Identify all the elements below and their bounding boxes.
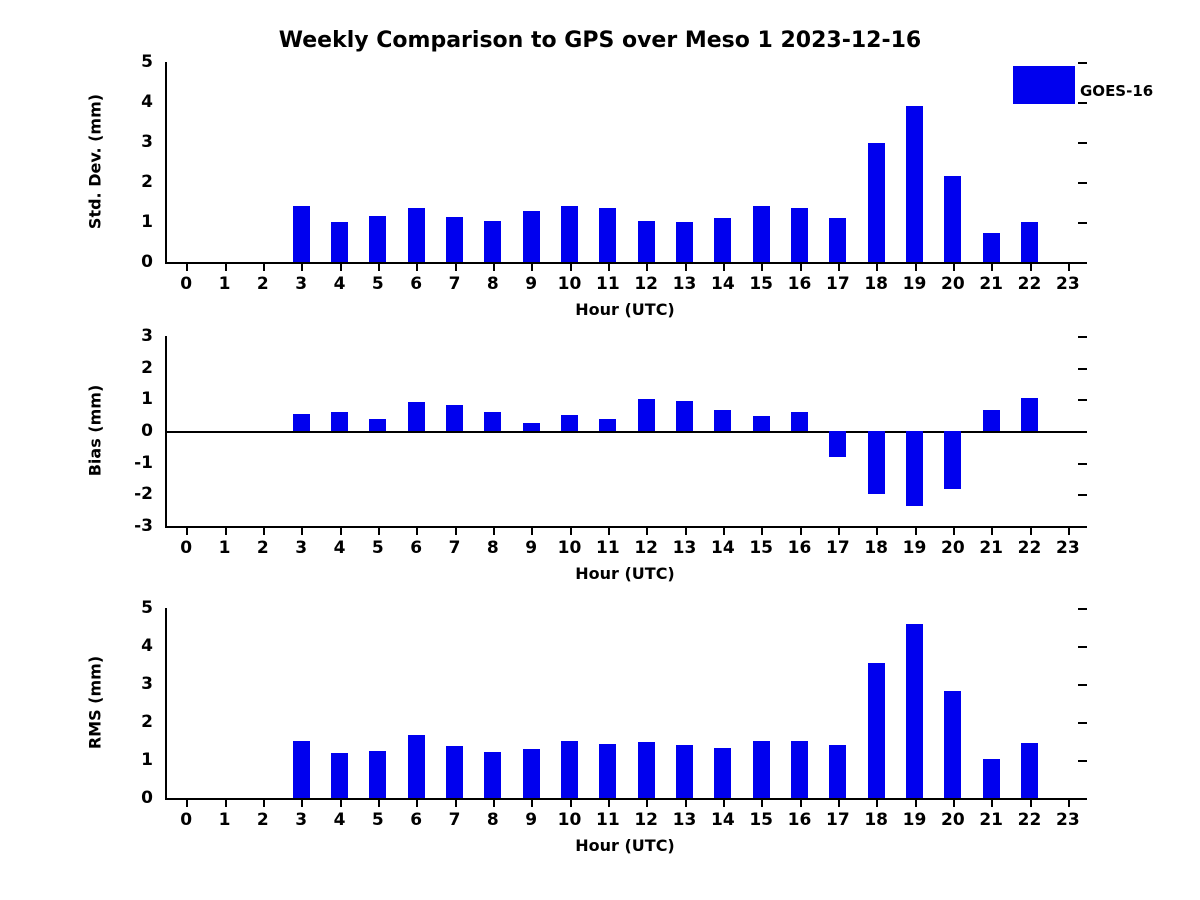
bar (446, 405, 463, 431)
bar (293, 206, 310, 262)
plot-area-rms (141, 598, 1087, 830)
x-axis-tick-label: 7 (448, 274, 461, 294)
x-axis-label-std-dev: Hour (UTC) (575, 300, 675, 319)
y-axis-tick (1078, 684, 1087, 686)
x-axis-tick (953, 526, 955, 535)
x-axis-tick-label: 14 (710, 538, 735, 558)
x-axis-tick (455, 798, 457, 807)
legend-swatch-goes16 (1013, 66, 1075, 104)
bar (561, 206, 578, 262)
x-axis-tick (838, 526, 840, 535)
x-axis-tick (915, 262, 917, 271)
x-axis-tick (915, 526, 917, 535)
x-axis-tick-label: 21 (979, 538, 1003, 558)
x-axis-tick (301, 798, 303, 807)
x-axis-tick (340, 798, 342, 807)
x-axis-tick (876, 798, 878, 807)
x-axis-tick (186, 798, 188, 807)
x-axis-tick (838, 798, 840, 807)
y-axis-tick (1078, 262, 1087, 264)
bar (599, 419, 616, 431)
x-axis-tick-label: 6 (410, 274, 423, 294)
x-axis-tick (915, 798, 917, 807)
x-axis-tick-label: 10 (557, 274, 582, 294)
x-axis-tick-label: 1 (218, 810, 231, 830)
bar (408, 402, 425, 431)
bar (484, 752, 501, 798)
bar (369, 419, 386, 431)
x-axis-tick-label: 8 (486, 538, 499, 558)
x-axis-tick-label: 9 (525, 810, 538, 830)
bar (369, 216, 386, 262)
x-axis-tick (493, 262, 495, 271)
bar (369, 751, 386, 798)
page-title: Weekly Comparison to GPS over Meso 1 2023-12-16 (278, 28, 922, 53)
y-axis-tick-label: -3 (134, 516, 153, 536)
bar (1021, 743, 1038, 798)
x-axis-tick (761, 262, 763, 271)
x-axis-tick-label: 5 (371, 274, 384, 294)
bar (408, 735, 425, 798)
x-axis-tick (723, 262, 725, 271)
x-axis-tick (416, 262, 418, 271)
x-axis-tick-label: 8 (486, 274, 499, 294)
x-axis-tick (1030, 262, 1032, 271)
bar (906, 431, 923, 506)
x-axis-tick (455, 526, 457, 535)
x-axis-tick-label: 5 (371, 538, 384, 558)
x-axis-tick (301, 262, 303, 271)
x-axis-tick (991, 262, 993, 271)
x-axis-tick (723, 526, 725, 535)
x-axis-tick-label: 13 (672, 274, 697, 294)
x-axis-tick-label: 18 (864, 274, 888, 294)
x-axis-tick-label: 9 (525, 274, 538, 294)
x-axis-tick-label: 19 (902, 538, 927, 558)
bar (714, 410, 731, 431)
y-axis-tick (1078, 646, 1087, 648)
bar (331, 753, 348, 798)
bar (638, 742, 655, 798)
x-axis-tick-label: 7 (448, 538, 461, 558)
x-axis-tick-label: 17 (825, 538, 850, 558)
x-axis-tick (646, 798, 648, 807)
x-axis-tick (531, 262, 533, 271)
x-axis-tick (876, 526, 878, 535)
bar (523, 211, 540, 262)
y-axis-tick (1078, 760, 1087, 762)
bar (791, 208, 808, 262)
x-axis-tick (455, 262, 457, 271)
x-axis-tick (876, 262, 878, 271)
y-axis-tick (1078, 494, 1087, 496)
bar (293, 414, 310, 431)
x-axis-tick-label: 11 (595, 538, 620, 558)
x-axis-tick-label: 23 (1055, 274, 1080, 294)
bar (791, 741, 808, 798)
x-axis-tick-label: 14 (710, 810, 735, 830)
y-axis-tick (1078, 399, 1087, 401)
bar (676, 745, 693, 798)
x-axis-tick (608, 262, 610, 271)
bar (1021, 222, 1038, 262)
x-axis-tick-label: 9 (525, 538, 538, 558)
x-axis-label-bias: Hour (UTC) (575, 564, 675, 583)
y-axis-tick-label: 1 (141, 750, 153, 770)
x-axis-tick (225, 526, 227, 535)
x-axis-tick-label: 23 (1055, 810, 1080, 830)
bar (446, 217, 463, 262)
x-axis-tick (378, 798, 380, 807)
x-axis-tick (570, 798, 572, 807)
bar (484, 221, 501, 262)
bar (753, 741, 770, 798)
x-axis-tick (800, 526, 802, 535)
y-axis-tick (1078, 722, 1087, 724)
x-axis-tick-label: 3 (295, 538, 308, 558)
x-axis-tick (416, 798, 418, 807)
bar (676, 401, 693, 431)
x-axis-tick (685, 262, 687, 271)
x-axis-tick (1068, 798, 1070, 807)
x-axis-tick (570, 526, 572, 535)
plot-area-std-dev (141, 52, 1087, 294)
y-axis-tick (1078, 62, 1087, 64)
x-axis-tick-label: 2 (256, 810, 269, 830)
x-axis-tick-label: 11 (595, 810, 620, 830)
bar (638, 221, 655, 262)
y-axis-tick (1078, 102, 1087, 104)
x-axis-tick-label: 4 (333, 810, 346, 830)
x-axis-tick-label: 20 (940, 538, 965, 558)
y-axis-tick-label: -2 (134, 484, 153, 505)
y-axis-tick (1078, 798, 1087, 800)
y-axis-tick (1078, 463, 1087, 465)
x-axis-tick (263, 262, 265, 271)
x-axis-tick (493, 526, 495, 535)
y-axis-tick-label: 1 (141, 212, 153, 232)
x-axis-tick (723, 798, 725, 807)
y-axis-tick-label: 0 (141, 788, 153, 808)
y-axis-tick (1078, 608, 1087, 610)
x-axis-tick (991, 798, 993, 807)
bar (484, 412, 501, 431)
y-axis-tick-label: 4 (141, 636, 153, 656)
y-axis-tick-label: 3 (141, 674, 153, 694)
x-axis-tick (225, 798, 227, 807)
bar (676, 222, 693, 262)
bar (523, 423, 540, 431)
plot-area-bias (134, 326, 1087, 558)
x-axis-tick (953, 798, 955, 807)
x-axis-tick (225, 262, 227, 271)
x-axis-tick-label: 12 (634, 538, 658, 558)
x-axis-tick-label: 10 (557, 810, 582, 830)
bar (599, 208, 616, 262)
y-axis-tick-label: 3 (141, 326, 153, 346)
bar (408, 208, 425, 262)
x-axis-tick-label: 11 (595, 274, 620, 294)
x-axis-tick (1030, 798, 1032, 807)
x-axis-tick-label: 12 (634, 274, 658, 294)
x-axis-tick-label: 14 (710, 274, 735, 294)
y-axis-tick-label: 3 (141, 132, 153, 152)
x-axis-tick-label: 8 (486, 810, 499, 830)
x-axis-label-rms: Hour (UTC) (575, 836, 675, 855)
bar (561, 741, 578, 798)
x-axis-tick (531, 526, 533, 535)
bar (944, 691, 961, 798)
x-axis-tick (646, 262, 648, 271)
bar (868, 143, 885, 262)
x-axis-tick-label: 18 (864, 810, 888, 830)
bar (753, 206, 770, 262)
bar (446, 746, 463, 798)
x-axis-tick-label: 22 (1017, 810, 1042, 830)
x-axis-tick (570, 262, 572, 271)
x-axis-tick-label: 16 (787, 274, 812, 294)
x-axis-tick (953, 262, 955, 271)
x-axis-tick-label: 17 (825, 810, 850, 830)
legend-label-goes16: GOES-16 (1080, 82, 1154, 100)
x-axis-tick-label: 1 (218, 538, 231, 558)
x-axis-tick-label: 22 (1017, 538, 1042, 558)
bar (944, 431, 961, 489)
x-axis-tick (340, 526, 342, 535)
x-axis-tick-label: 2 (256, 274, 269, 294)
x-axis-tick-label: 20 (940, 810, 965, 830)
bar (331, 412, 348, 431)
x-axis-tick (1068, 262, 1070, 271)
y-axis-tick-label: 1 (141, 389, 153, 410)
x-axis-tick-label: 7 (448, 810, 461, 830)
x-axis-tick-label: 21 (979, 274, 1003, 294)
x-axis-tick-label: 10 (557, 538, 582, 558)
y-axis-tick-label: 5 (141, 52, 153, 72)
x-axis-tick-label: 16 (787, 810, 812, 830)
y-axis-label-bias: Bias (mm) (85, 384, 105, 477)
x-axis-tick (761, 798, 763, 807)
x-axis-tick (1068, 526, 1070, 535)
x-axis-tick (531, 798, 533, 807)
x-axis-tick-label: 21 (979, 810, 1003, 830)
y-axis-tick (1078, 526, 1087, 528)
x-axis-tick-label: 15 (749, 810, 773, 830)
bar (829, 431, 846, 457)
x-axis-tick-label: 17 (825, 274, 850, 294)
y-axis-tick-label: 2 (141, 712, 153, 732)
x-axis-tick-label: 6 (410, 538, 423, 558)
bar (944, 176, 961, 262)
bar (829, 218, 846, 262)
y-axis-tick-label: 5 (141, 598, 153, 618)
y-axis-tick (1078, 368, 1087, 370)
x-axis-tick-label: 3 (295, 810, 308, 830)
bar (753, 416, 770, 431)
x-axis-tick-label: 23 (1055, 538, 1080, 558)
y-axis-tick (1078, 182, 1087, 184)
x-axis-tick-label: 6 (410, 810, 423, 830)
x-axis-tick-label: 16 (787, 538, 812, 558)
bar (906, 106, 923, 262)
y-axis-tick-label: 0 (141, 252, 153, 272)
bar (906, 624, 923, 798)
y-axis-label-std-dev: Std. Dev. (mm) (85, 93, 105, 230)
x-axis-tick (838, 262, 840, 271)
x-axis-tick-label: 2 (256, 538, 269, 558)
x-axis-tick-label: 19 (902, 274, 927, 294)
x-axis-tick (685, 798, 687, 807)
x-axis-tick-label: 3 (295, 274, 308, 294)
bar (714, 218, 731, 262)
x-axis-tick (608, 526, 610, 535)
x-axis-tick-label: 0 (180, 538, 193, 558)
x-axis-tick-label: 15 (749, 274, 773, 294)
x-axis-tick-label: 4 (333, 538, 346, 558)
y-axis-tick (1078, 336, 1087, 338)
x-axis-tick-label: 18 (864, 538, 888, 558)
bar (523, 749, 540, 798)
x-axis-tick (493, 798, 495, 807)
x-axis-tick (608, 798, 610, 807)
y-axis-tick (1078, 222, 1087, 224)
bar (638, 399, 655, 431)
y-axis-tick-label: 0 (141, 421, 153, 441)
bar (561, 415, 578, 431)
x-axis-tick (301, 526, 303, 535)
x-axis-tick-label: 1 (218, 274, 231, 294)
x-axis-tick-label: 0 (180, 810, 193, 830)
y-axis-label-rms: RMS (mm) (85, 655, 105, 750)
x-axis-tick (800, 798, 802, 807)
x-axis-tick-label: 13 (672, 810, 697, 830)
bar (868, 663, 885, 798)
x-axis-tick (263, 798, 265, 807)
bar (829, 745, 846, 798)
x-axis-tick (761, 526, 763, 535)
bar (868, 431, 885, 494)
x-axis-tick (378, 526, 380, 535)
x-axis-tick (378, 262, 380, 271)
x-axis-tick (263, 526, 265, 535)
bar (983, 410, 1000, 431)
bar (983, 759, 1000, 798)
bar (293, 741, 310, 798)
bar (1021, 398, 1038, 431)
y-axis-tick (1078, 142, 1087, 144)
x-axis-tick (186, 526, 188, 535)
x-axis-tick-label: 13 (672, 538, 697, 558)
y-axis-tick-label: 2 (141, 172, 153, 192)
x-axis-tick-label: 4 (333, 274, 346, 294)
x-axis-tick-label: 15 (749, 538, 773, 558)
x-axis-tick-label: 5 (371, 810, 384, 830)
x-axis-tick (685, 526, 687, 535)
bar (983, 233, 1000, 262)
x-axis-tick (646, 526, 648, 535)
x-axis-tick-label: 12 (634, 810, 658, 830)
y-axis-tick-label: -1 (134, 452, 153, 473)
x-axis-tick (1030, 526, 1032, 535)
bar (599, 744, 616, 798)
x-axis-tick (800, 262, 802, 271)
x-axis-tick-label: 0 (180, 274, 193, 294)
x-axis-tick-label: 22 (1017, 274, 1042, 294)
x-axis-tick-label: 19 (902, 810, 927, 830)
bar (791, 412, 808, 431)
x-axis-tick (416, 526, 418, 535)
x-axis-tick (991, 526, 993, 535)
bar (331, 222, 348, 262)
y-axis-tick-label: 2 (141, 357, 153, 378)
x-axis-tick (186, 262, 188, 271)
x-axis-tick (340, 262, 342, 271)
bar (714, 748, 731, 798)
x-axis-tick-label: 20 (940, 274, 965, 294)
y-axis-tick-label: 4 (141, 92, 153, 112)
